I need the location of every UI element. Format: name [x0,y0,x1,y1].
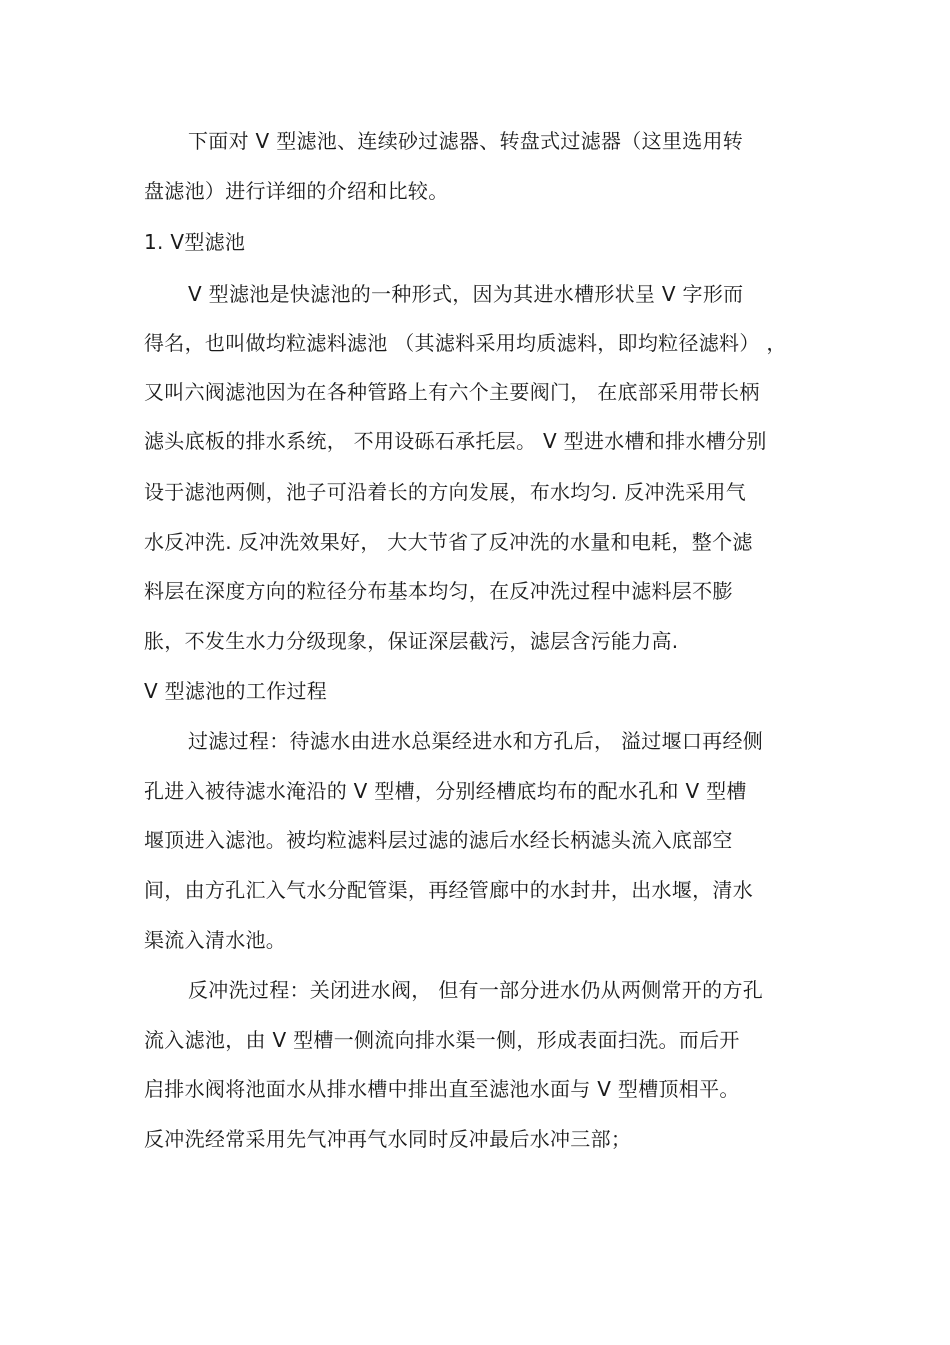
paragraph-description-line-2: 得名，也叫做均粒滤料滤池 （其滤料采用均质滤料，即均粒径滤料） ， [144,331,787,355]
paragraph-intro-line-1: 下面对 V 型滤池、连续砂过滤器、转盘式过滤器（这里选用转 [188,129,744,153]
paragraph-filtering-line-5: 渠流入清水池。 [144,928,287,952]
paragraph-description-line-8: 胀，不发生水力分级现象，保证深层截污，滤层含污能力高. [144,629,679,653]
paragraph-backwash-line-1: 反冲洗过程：关闭进水阀， 但有一部分进水仍从两侧常开的方孔 [188,978,764,1002]
paragraph-backwash-line-2: 流入滤池，由 V 型槽一侧流向排水渠一侧，形成表面扫洗。而后开 [144,1028,740,1052]
paragraph-filtering-line-3: 堰顶进入滤池。被均粒滤料层过滤的滤后水经长柄滤头流入底部空 [144,828,733,852]
paragraph-backwash-line-4: 反冲洗经常采用先气冲再气水同时反冲最后水冲三部； [144,1127,632,1151]
paragraph-description-line-7: 料层在深度方向的粒径分布基本均匀，在反冲洗过程中滤料层不膨 [144,579,733,603]
subheading-working-process: V 型滤池的工作过程 [144,679,328,703]
paragraph-intro-line-2: 盘滤池）进行详细的介绍和比较。 [144,179,449,203]
paragraph-description-line-6: 水反冲洗. 反冲洗效果好， 大大节省了反冲洗的水量和电耗，整个滤 [144,530,753,554]
paragraph-filtering-line-4: 间，由方孔汇入气水分配管渠，再经管廊中的水封井，出水堰，清水 [144,878,753,902]
paragraph-filtering-line-2: 孔进入被待滤水淹沿的 V 型槽，分别经槽底均布的配水孔和 V 型槽 [144,779,747,803]
section-heading-v-filter: 1. V型滤池 [144,230,246,254]
paragraph-description-line-4: 滤头底板的排水系统， 不用设砾石承托层。 V 型进水槽和排水槽分别 [144,429,767,453]
paragraph-description-line-1: V 型滤池是快滤池的一种形式，因为其进水槽形状呈 V 字形而 [188,282,744,306]
paragraph-backwash-line-3: 启排水阀将池面水从排水槽中排出直至滤池水面与 V 型槽顶相平。 [144,1077,740,1101]
paragraph-filtering-line-1: 过滤过程：待滤水由进水总渠经进水和方孔后， 溢过堰口再经侧 [188,729,764,753]
paragraph-description-line-5: 设于滤池两侧，池子可沿着长的方向发展，布水均匀. 反冲洗采用气 [144,480,747,504]
paragraph-description-line-3: 又叫六阀滤池因为在各种管路上有六个主要阀门， 在底部采用带长柄 [144,380,760,404]
